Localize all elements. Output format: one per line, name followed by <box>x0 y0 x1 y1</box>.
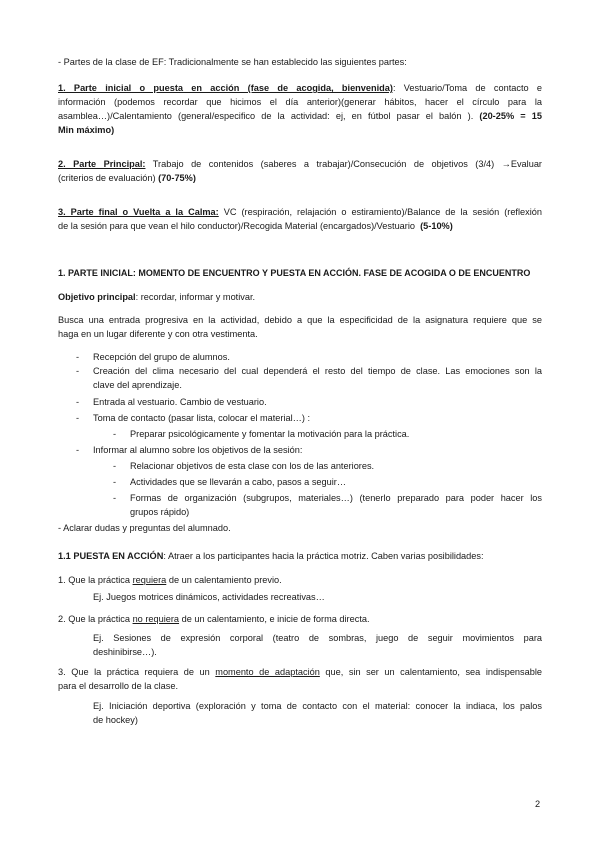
sub-bullet-item: Actividades que se llevarán a cabo, pasos a seguir… <box>130 477 347 487</box>
option2-example-line2: deshinibirse…). <box>93 647 157 657</box>
objective-line: Objetivo principal: recordar, informar y motivar. <box>58 292 256 302</box>
option2-example-line1: Ej. Sesiones de expresión corporal (teatro de sombras, juego de seguir movimientos para <box>93 633 542 643</box>
part1-percentage: (20-25% = 15 <box>479 111 542 121</box>
page-number: 2 <box>535 799 541 809</box>
option3-example-line1: Ej. Iniciación deportiva (exploración y toma de contacto con el material: conocer la indiaca, los palos <box>93 701 542 711</box>
bullet-dash: - <box>76 366 80 376</box>
objective-label: Objetivo principal <box>58 292 136 302</box>
part1-line2: información (podemos recordar que hicimos el día anterior)(generar hábitos, hacer el círculo para la <box>58 97 542 107</box>
part3-heading: 3. Parte final o Vuelta a la Calma: <box>58 207 219 217</box>
sub-bullet-dash: - <box>113 477 117 487</box>
sub-bullet-dash: - <box>113 429 117 439</box>
part2-line2: (criterios de evaluación) (70-75%) <box>58 173 196 183</box>
part3-percentage: (5-10%) <box>420 221 453 231</box>
option1-example: Ej. Juegos motrices dinámicos, actividades recreativas… <box>93 592 325 602</box>
sub-bullet-dash: - <box>113 493 117 503</box>
option1-line: 1. Que la práctica requiera de un calentamiento previo. <box>58 575 282 585</box>
part2-heading: 2. Parte Principal: <box>58 159 146 169</box>
sub-bullet-item: Relacionar objetivos de esta clase con los de las anteriores. <box>130 461 375 471</box>
bullet-dash: - <box>76 352 80 362</box>
part3-line2: de la sesión para que vean el hilo conductor)/Recogida Material (encargados)/Vestuario (5-10%) <box>58 221 453 231</box>
part1-line3: asamblea…)/Calentamiento (general/especifico de la actividad: ej, en fútbol pasar el balón ). (20-25% = 15 <box>58 111 542 121</box>
sub-bullet-dash: - <box>113 461 117 471</box>
option3-line1: 3. Que la práctica requiera de un momento de adaptación que, sin ser un calentamiento, sea indispensable <box>58 667 543 677</box>
bullet-item: Informar al alumno sobre los objetivos de la sesión: <box>93 445 303 455</box>
section11-title-line: 1.1 PUESTA EN ACCIÓN: Atraer a los participantes hacia la práctica motriz. Caben varias posibilidades: <box>58 551 484 561</box>
option3-line2: para el desarrollo de la clase. <box>58 681 179 691</box>
bullet-item: Creación del clima necesario del cual dependerá el resto del tiempo de clase. Las emociones son la <box>93 366 542 376</box>
sub-bullet-item: Formas de organización (subgrupos, materiales…) (tenerlo preparado para poder hacer los <box>130 493 542 503</box>
sub-bullet-continuation: grupos rápido) <box>130 507 190 517</box>
part1-heading: 1. Parte inicial o puesta en acción (fase de acogida, bienvenida) <box>58 83 393 93</box>
bullet-item: Recepción del grupo de alumnos. <box>93 352 230 362</box>
part2-percentage: (70-75%) <box>158 173 196 183</box>
part3-line1: 3. Parte final o Vuelta a la Calma: VC (respiración, relajación o estiramiento)/Balance de la sesión (reflexión <box>58 207 542 217</box>
bullet-item: Toma de contacto (pasar lista, colocar el material…) : <box>93 413 311 423</box>
part1-line1: 1. Parte inicial o puesta en acción (fase de acogida, bienvenida): Vestuario/Toma de contacto e <box>58 83 542 93</box>
bullet-item: Entrada al vestuario. Cambio de vestuario. <box>93 397 267 407</box>
close-line: - Aclarar dudas y preguntas del alumnado. <box>58 523 231 533</box>
section1-paragraph-line2: haga en un lugar diferente y con otra vestimenta. <box>58 329 258 339</box>
part1-line4: Min máximo) <box>58 125 115 135</box>
bullet-item-continuation: clave del aprendizaje. <box>93 380 182 390</box>
part2-line1: 2. Parte Principal: Trabajo de contenidos (saberes a trabajar)/Consecución de objetivos (3/4) →Evaluar <box>58 159 542 169</box>
option2-line: 2. Que la práctica no requiera de un calentamiento, e inicie de forma directa. <box>58 614 370 624</box>
section1-title: 1. PARTE INICIAL: MOMENTO DE ENCUENTRO Y PUESTA EN ACCIÓN. FASE DE ACOGIDA O DE ENCUENTRO <box>58 268 531 278</box>
section1-paragraph-line1: Busca una entrada progresiva en la actividad, debido a que la especificidad de la asignatura requiere que se <box>58 315 542 325</box>
section11-title: 1.1 PUESTA EN ACCIÓN <box>58 551 164 561</box>
bullet-dash: - <box>76 413 80 423</box>
sub-bullet-item: Preparar psicológicamente y fomentar la motivación para la práctica. <box>130 429 410 439</box>
intro-line: - Partes de la clase de EF: Tradicionalmente se han establecido las siguientes partes: <box>58 57 407 67</box>
bullet-dash: - <box>76 397 80 407</box>
bullet-dash: - <box>76 445 80 455</box>
option3-example-line2: de hockey) <box>93 715 138 725</box>
